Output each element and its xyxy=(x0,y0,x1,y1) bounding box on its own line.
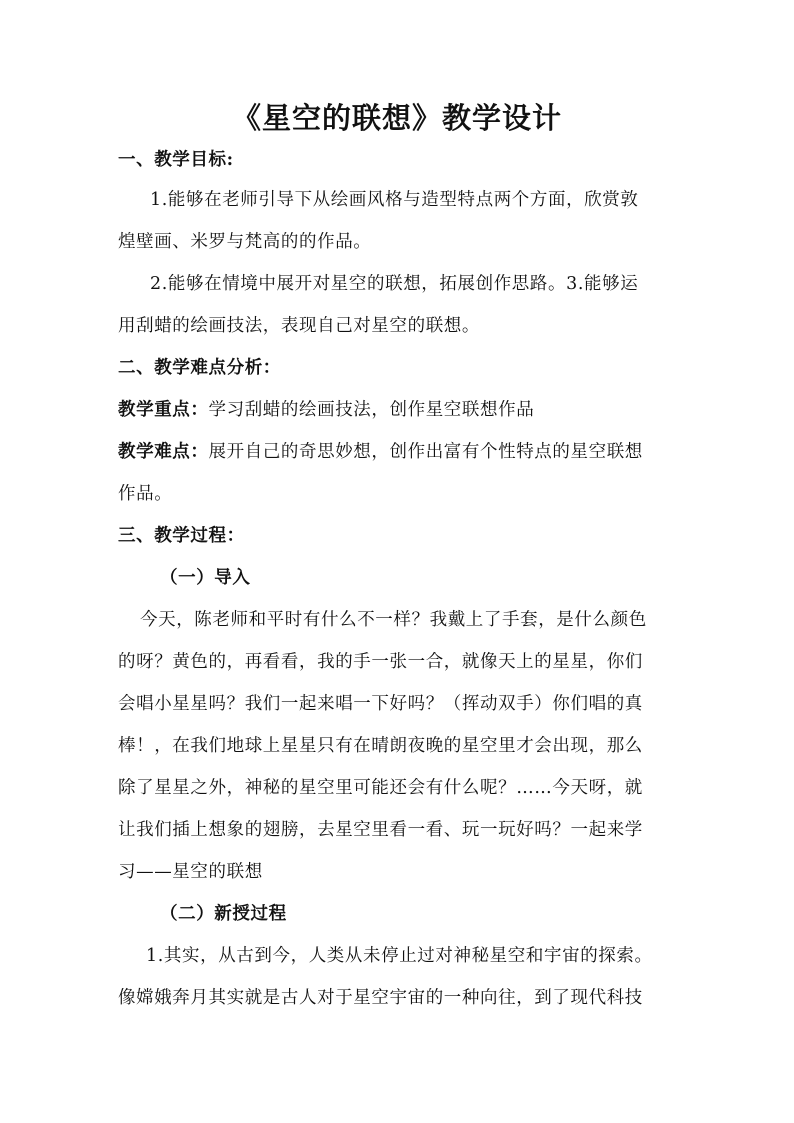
difficult-point-line xyxy=(118,440,678,464)
new-lesson-line-1: 1.其实，从古到今，人类从未停止过对神秘星空和宇宙的探索。 xyxy=(146,946,653,966)
document-title: 《星空的联想》教学设计 xyxy=(231,101,562,135)
goals-paragraph-2-line-1: 2.能够在情境中展开对星空的联想，拓展创作思路。3.能够运 xyxy=(150,274,639,294)
difficulty-heading: 二、教学难点分析： xyxy=(118,358,281,378)
goals-paragraph-1-line-2: 煌壁画、米罗与梵高的的作品。 xyxy=(118,232,372,252)
key-point-line xyxy=(118,398,678,422)
key-point-label: 教学重点： xyxy=(118,400,209,420)
new-lesson-line-2: 像嫦娥奔月其实就是古人对于星空宇宙的一种向往，到了现代科技 xyxy=(118,988,643,1008)
intro-line-4: 棒！，在我们地球上星星只有在晴朗夜晚的星空里才会出现，那么 xyxy=(118,736,643,756)
intro-line-7: 习——星空的联想 xyxy=(118,862,263,882)
goals-heading: 一、教学目标: xyxy=(118,150,234,170)
difficult-point-line-2: 作品。 xyxy=(118,484,173,504)
key-point-text: 学习刮蜡的绘画技法，创作星空联想作品 xyxy=(208,400,535,420)
difficult-point-text: 展开自己的奇思妙想，创作出富有个性特点的星空联想 xyxy=(208,442,643,462)
new-lesson-heading: （二）新授过程 xyxy=(160,904,287,924)
intro-line-5: 除了星星之外，神秘的星空里可能还会有什么呢？……今天呀，就 xyxy=(118,778,643,798)
goals-paragraph-1-line-1: 1.能够在老师引导下从绘画风格与造型特点两个方面，欣赏敦 xyxy=(150,190,639,210)
goals-paragraph-2-line-2: 用刮蜡的绘画技法，表现自己对星空的联想。 xyxy=(118,316,480,336)
intro-line-3: 会唱小星星吗？我们一起来唱一下好吗？（挥动双手）你们唱的真 xyxy=(118,694,643,714)
intro-line-1: 今天，陈老师和平时有什么不一样？我戴上了手套，是什么颜色 xyxy=(140,610,647,630)
difficult-point-label: 教学难点： xyxy=(118,442,209,462)
intro-line-2: 的呀？黄色的，再看看，我的手一张一合，就像天上的星星，你们 xyxy=(118,652,643,672)
intro-heading: （一）导入 xyxy=(160,568,251,588)
process-heading: 三、教学过程： xyxy=(118,526,245,546)
intro-line-6: 让我们插上想象的翅膀，去星空里看一看、玩一玩好吗？一起来学 xyxy=(118,820,643,840)
